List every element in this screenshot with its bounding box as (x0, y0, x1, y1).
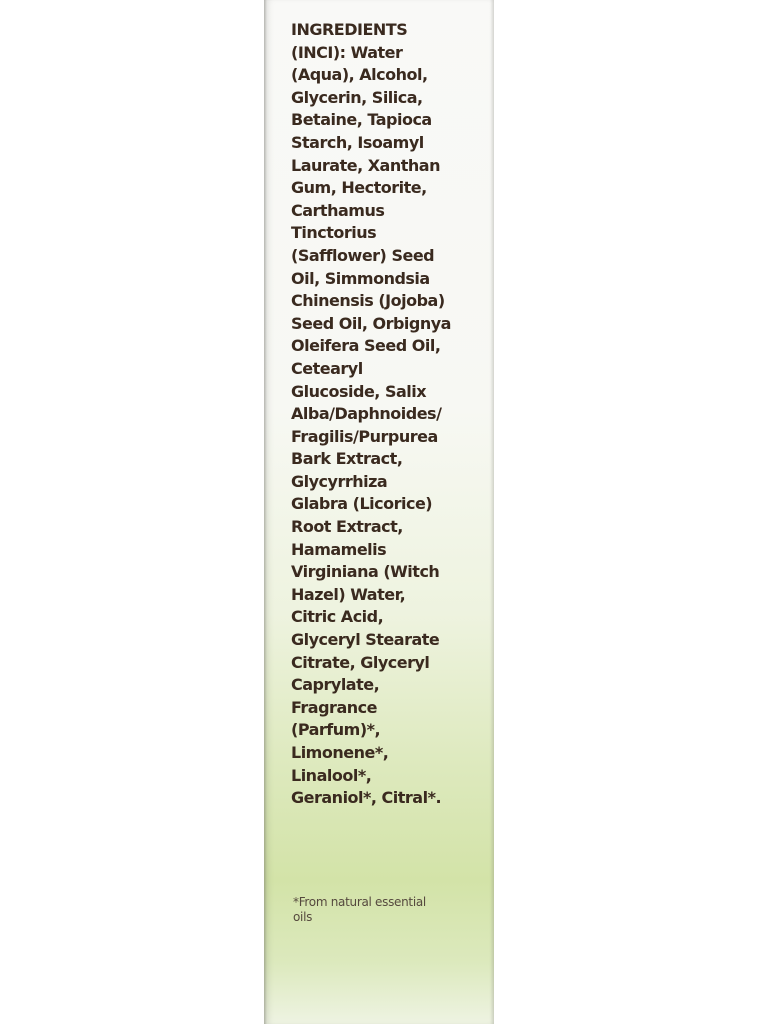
ingredients-line: Glabra (Licorice) (291, 494, 433, 514)
ingredients-line: Citric Acid, (291, 607, 384, 627)
ingredients-line: Hazel) Water, (291, 584, 406, 604)
ingredients-line: Virginiana (Witch (291, 562, 440, 582)
ingredients-line: Cetearyl (291, 358, 363, 378)
ingredients-line: Glucoside, Salix (291, 381, 427, 401)
ingredients-line: Oil, Simmondsia (291, 268, 430, 288)
ingredients-line: Geraniol*, Citral*. (291, 788, 442, 808)
ingredients-line: Alba/Daphnoides/ (291, 404, 442, 424)
ingredients-line: Laurate, Xanthan (291, 155, 440, 175)
ingredients-line: Bark Extract, (291, 449, 403, 469)
footnote (293, 895, 483, 925)
ingredients-list (291, 19, 481, 810)
ingredients-line: (INCI): Water (291, 42, 403, 62)
panel-right-edge (490, 0, 494, 1024)
ingredients-line: Oleifera Seed Oil, (291, 336, 441, 356)
ingredients-line: Carthamus (291, 200, 385, 220)
ingredients-line: (Parfum)*, (291, 720, 381, 740)
ingredients-line: Fragrance (291, 697, 377, 717)
ingredients-line: Tinctorius (291, 223, 377, 243)
ingredients-line: Hamamelis (291, 539, 387, 559)
ingredients-line: Betaine, Tapioca (291, 110, 432, 130)
ingredients-line: (Aqua), Alcohol, (291, 65, 428, 85)
ingredients-line: Citrate, Glyceryl (291, 652, 430, 672)
ingredients-line: (Safflower) Seed (291, 245, 435, 265)
ingredients-line: Root Extract, (291, 517, 403, 537)
footnote-line: *From natural essential (293, 895, 426, 909)
ingredients-line: Fragilis/Purpurea (291, 426, 438, 446)
ingredients-line: Glyceryl Stearate (291, 630, 440, 650)
ingredients-line: Gum, Hectorite, (291, 178, 427, 198)
ingredients-line: Glycyrrhiza (291, 471, 388, 491)
ingredients-line: Glycerin, Silica, (291, 87, 423, 107)
ingredients-line: Chinensis (Jojoba) (291, 291, 445, 311)
ingredients-line: Seed Oil, Orbignya (291, 313, 451, 333)
panel-left-edge (264, 0, 267, 1024)
footnote-line: oils (293, 910, 313, 924)
ingredients-line: Limonene*, (291, 743, 389, 762)
ingredients-line: Starch, Isoamyl (291, 132, 424, 152)
ingredients-line: Linalool*, (291, 765, 372, 785)
ingredients-line: Caprylate, (291, 675, 380, 695)
ingredients-line: INGREDIENTS (291, 20, 408, 39)
